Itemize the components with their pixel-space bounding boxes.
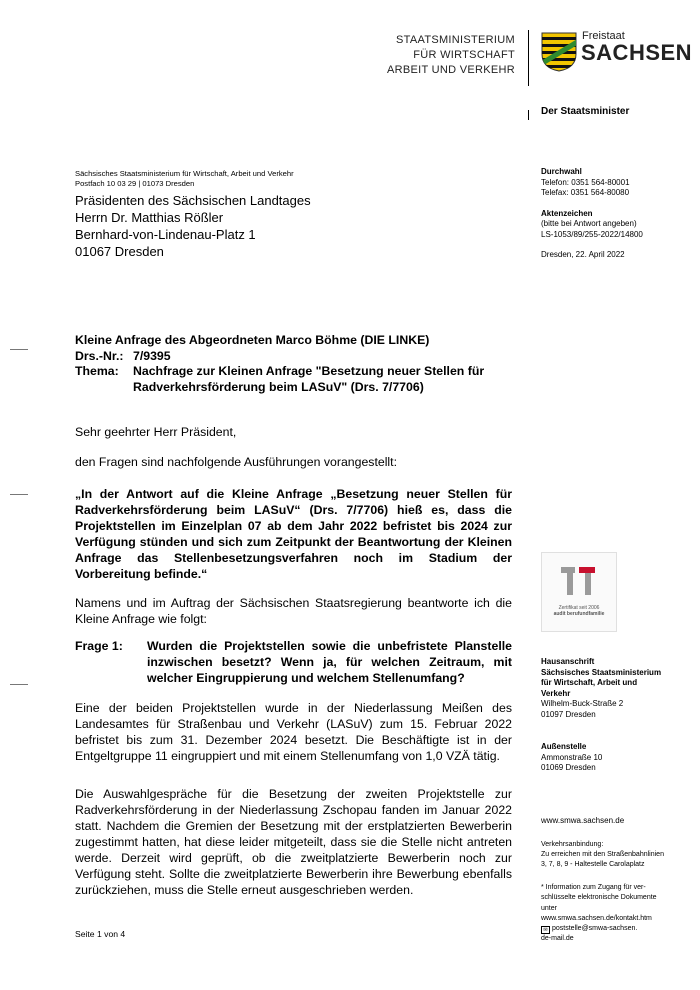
aussenstelle-label: Außenstelle (541, 742, 587, 751)
letter-date: Dresden, 22. April 2022 (541, 250, 625, 259)
contact-block (541, 167, 691, 261)
punch-mark (10, 494, 28, 495)
verkehr-line-2: 3, 7, 8, 9 - Haltestelle Carolaplatz (541, 861, 645, 868)
question-1 (75, 638, 512, 686)
ministry-line-3: ARBEIT UND VERKEHR (386, 64, 515, 76)
saxony-crest-icon (541, 32, 577, 72)
header-divider (528, 30, 529, 86)
question-1-label: Frage 1: (75, 639, 123, 653)
ministry-name (315, 33, 515, 78)
page-number: Seite 1 von 4 (75, 929, 126, 939)
aussenstelle-block (541, 742, 691, 774)
freistaat-label: Freistaat (582, 30, 625, 42)
addressee-line-4: 01067 Dresden (75, 244, 164, 259)
addressee-line-1: Präsidenten des Sächsischen Landtages (75, 193, 311, 208)
aktenzeichen-label: Aktenzeichen (541, 208, 593, 218)
telefon: Telefon: 0351 564-80001 (541, 177, 630, 187)
hausanschrift-label: Hausanschrift (541, 657, 595, 666)
audit-certificate-logo (541, 552, 617, 632)
ministry-line-1: STAATSMINISTERIUM (396, 34, 515, 46)
drs-label: Drs.-Nr.: (75, 348, 124, 363)
aktenzeichen-value: LS-1053/89/255-2022/14800 (541, 229, 643, 239)
minister-title: Der Staatsminister (541, 106, 630, 117)
hausanschrift-line-2: für Wirtschaft, Arbeit und (541, 678, 638, 687)
info-line-6: de-mail.de (541, 935, 574, 943)
info-line-5[interactable]: poststelle@smwa-sachsen. (552, 925, 638, 933)
subject-block (75, 333, 484, 395)
intro-text: den Fragen sind nachfolgende Ausführungen vorangestellt: (75, 455, 398, 469)
aussenstelle-city: 01069 Dresden (541, 763, 596, 772)
auftrag-text: Namens und im Auftrag der Sächsischen Staatsregierung beantworte ich die Kleine Anfrage wie folgt: (75, 596, 512, 626)
divider-tick (528, 110, 529, 120)
info-line-1: * Information zum Zugang für ver- (541, 884, 646, 891)
sachsen-label: SACHSEN (581, 40, 693, 65)
hausanschrift-line-1: Sächsisches Staatsministerium (541, 667, 662, 677)
telefax: Telefax: 0351 564-80080 (541, 188, 630, 197)
durchwahl-label: Durchwahl (541, 167, 582, 176)
website-link[interactable]: www.smwa.sachsen.de (541, 816, 625, 825)
thema-line-2: Radverkehrsförderung beim LASuV" (Drs. 7/7706) (133, 379, 424, 394)
info-line-2: schlüsselte elektronische Dokumente (541, 894, 657, 902)
hausanschrift-street: Wilhelm-Buck-Straße 2 (541, 699, 624, 708)
hausanschrift-line-3: Verkehr (541, 688, 571, 698)
question-1-text: Wurden die Projektstellen sowie die unbefristete Planstelle inzwischen besetzt? Wenn ja, für welchen Zeitraum, mit welcher Eingruppierung und welchem Stellenumfang? (147, 639, 512, 685)
hausanschrift-city: 01097 Dresden (541, 709, 596, 719)
hausanschrift-block (541, 657, 691, 720)
sender-line-1: Sächsisches Staatsministerium für Wirtschaft, Arbeit und Verkehr (75, 169, 294, 178)
salutation: Sehr geehrter Herr Präsident, (75, 425, 237, 439)
info-block (541, 883, 691, 945)
verkehr-line-1: Zu erreichen mit den Straßenbahnlinien (541, 851, 664, 858)
audit-line-1: Zertifikat seit 2006 (558, 605, 600, 611)
subject-line: Kleine Anfrage des Abgeordneten Marco Böhme (DIE LINKE) (75, 333, 430, 347)
thema-line-1: Nachfrage zur Kleinen Anfrage "Besetzung neuer Stellen für (133, 364, 485, 379)
audit-icon (559, 563, 599, 603)
mail-icon: ✉ (541, 926, 550, 934)
answer-paragraph-2: Die Auswahlgespräche für die Besetzung der zweiten Projektstelle zur Radverkehrsförderung in der Niederlassung Zschopau fanden im Januar 2022 statt. Nachdem die Gremien der Besetzung mit der erstplatzierten Bewerberin zugestimmt hatten, hat diese leider mitgeteilt, dass sie die Stelle nicht antreten werde. Derzeit wird geprüft, ob die zweitplatzierte Bewerberin noch zur Verfügung steht. Sollte die zweitplatzierte Bewerberin ihre Bewerbung ebenfalls zurückziehen, muss die Stelle erneut ausgeschrieben werden. (75, 787, 512, 897)
info-line-3: unter (541, 904, 557, 912)
aussenstelle-street: Ammonstraße 10 (541, 752, 603, 762)
aktenzeichen-note: (bitte bei Antwort angeben) (541, 219, 637, 228)
addressee-line-2: Herrn Dr. Matthias Rößler (75, 210, 224, 225)
drs-value: 7/9395 (133, 348, 171, 363)
addressee-line-3: Bernhard-von-Lindenau-Platz 1 (75, 227, 256, 242)
fold-mark (10, 349, 28, 350)
thema-label: Thema: (75, 364, 119, 379)
verkehr-label: Verkehrsanbindung: (541, 841, 604, 848)
ministry-line-2: FÜR WIRTSCHAFT (413, 49, 515, 61)
info-line-4[interactable]: www.smwa.sachsen.de/kontakt.htm (541, 914, 652, 922)
sender-line-2: Postfach 10 03 29 | 01073 Dresden (75, 179, 195, 188)
answer-paragraph-1: Eine der beiden Projektstellen wurde in der Niederlassung Meißen des Landesamtes für Straßenbau und Verkehr (LASuV) zum 15. Februar 2022 befristet bis zum 31. Dezember 2024 besetzt. Die Beschäftigte ist in der Entgeltgruppe 11 eingruppiert und mit einem Stellenumfang von 1,0 VZÄ tätig. (75, 701, 512, 763)
verkehr-block (541, 840, 691, 870)
addressee-block (75, 192, 311, 260)
sender-return-address (75, 169, 294, 189)
quoted-statement: „In der Antwort auf die Kleine Anfrage „Besetzung neuer Stellen für Radverkehrsförderung beim LASuV“ (Drs. 7/7706) hieß es, dass die Projektstellen im Einzelplan 07 ab dem Jahr 2022 befristet bis 2024 zur Verfügung stünden und sich zum Zeitpunkt der Beantwortung der Kleinen Anfrage das Stellenbesetzungsverfahren noch im Stadium der Vorbereitung befinde.“ (75, 487, 512, 581)
fold-mark (10, 684, 28, 685)
audit-line-2: audit berufundfamilie (553, 611, 605, 617)
